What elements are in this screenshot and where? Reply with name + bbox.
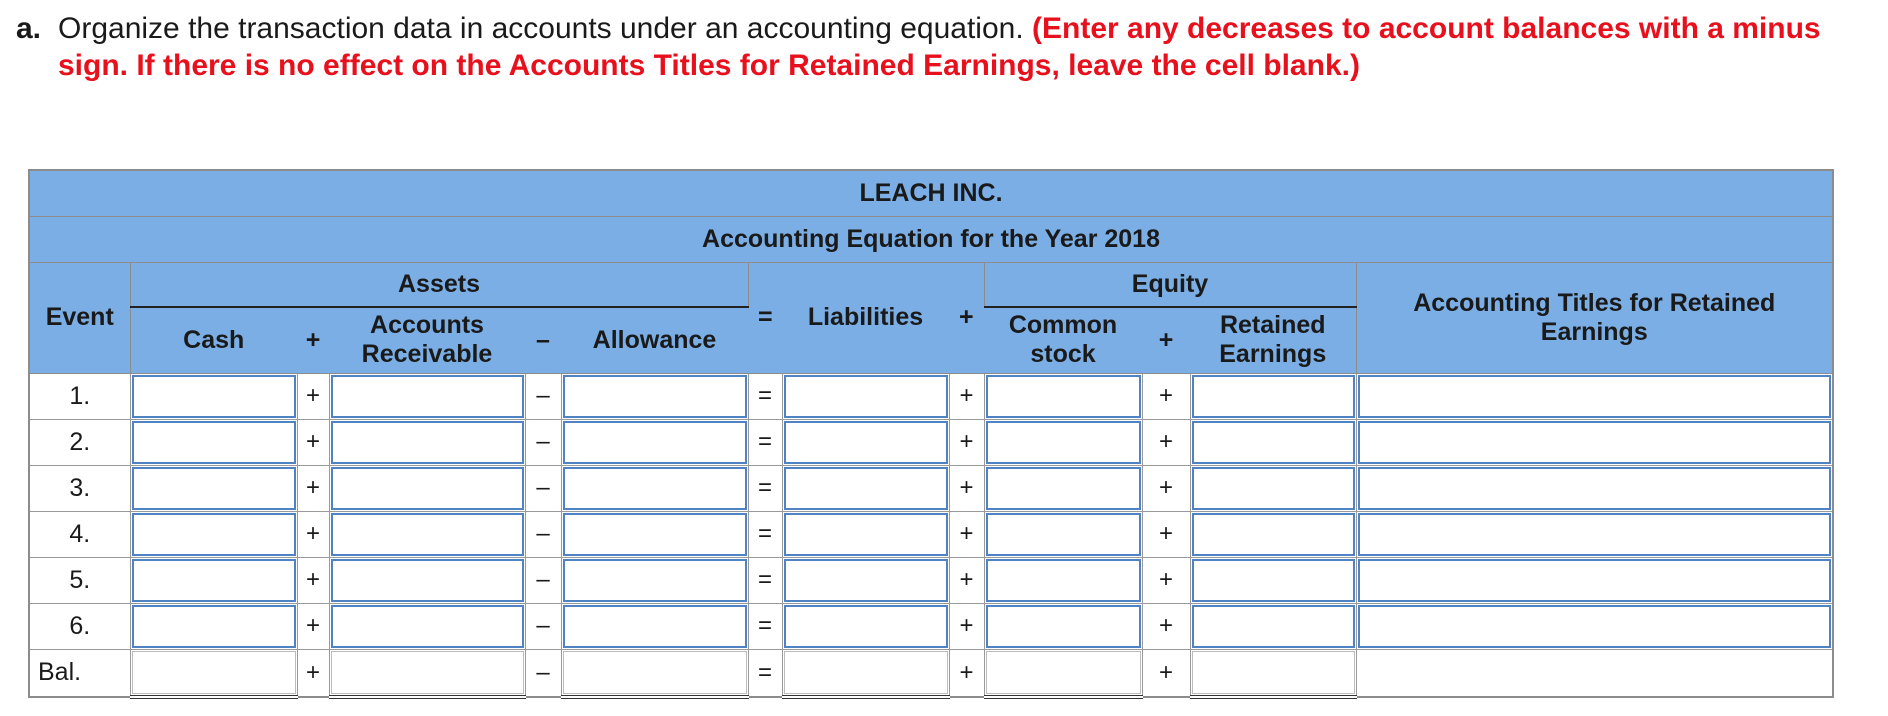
allowance-input[interactable]: [563, 467, 747, 510]
liabilities-input-cell: [782, 465, 949, 511]
accounts-receivable-input-cell: [329, 465, 525, 511]
allowance-input-cell: [561, 511, 748, 557]
common-stock-input[interactable]: [986, 513, 1141, 556]
plus-operator: +: [297, 373, 329, 419]
balance-accounts-receivable-input[interactable]: [331, 651, 524, 694]
cash-input-cell: [130, 465, 297, 511]
balance-cash-input[interactable]: [132, 651, 296, 694]
table-row: [29, 419, 1833, 465]
common-stock-input[interactable]: [986, 467, 1141, 510]
accounts-receivable-input-cell: [329, 419, 525, 465]
plus-operator: +: [949, 465, 984, 511]
retained-earnings-input[interactable]: [1192, 605, 1355, 648]
minus-header: –: [525, 307, 561, 373]
titles-header: Accounting Titles for Retained Earnings: [1356, 262, 1833, 373]
plus-operator: +: [949, 373, 984, 419]
allowance-input[interactable]: [563, 421, 747, 464]
retained-earnings-input[interactable]: [1192, 513, 1355, 556]
event-number: 5.: [29, 557, 130, 603]
account-title-input[interactable]: [1358, 513, 1832, 556]
plus-operator: +: [297, 419, 329, 465]
common-stock-input[interactable]: [986, 421, 1141, 464]
liabilities-input-cell: [782, 603, 949, 649]
balance-liabilities-input-cell: [782, 649, 949, 697]
liabilities-input[interactable]: [784, 375, 948, 418]
plus-operator: +: [949, 649, 984, 697]
cash-input-cell: [130, 603, 297, 649]
retained-earnings-input-cell: [1190, 373, 1356, 419]
account-title-input[interactable]: [1358, 375, 1832, 418]
event-number: 4.: [29, 511, 130, 557]
table-subtitle: Accounting Equation for the Year 2018: [29, 216, 1833, 262]
common-stock-input-cell: [984, 557, 1142, 603]
equals-operator: =: [748, 465, 782, 511]
plus-operator: +: [1142, 465, 1190, 511]
common-stock-input[interactable]: [986, 605, 1141, 648]
plus-operator: +: [1142, 419, 1190, 465]
table-row: [29, 557, 1833, 603]
minus-operator: –: [525, 465, 561, 511]
retained-earnings-input[interactable]: [1192, 467, 1355, 510]
cash-input[interactable]: [132, 513, 296, 556]
liabilities-input-cell: [782, 373, 949, 419]
account-title-input-cell: [1356, 465, 1833, 511]
accounts-receivable-input[interactable]: [331, 605, 524, 648]
account-title-input-cell: [1356, 511, 1833, 557]
retained-earnings-input[interactable]: [1192, 375, 1355, 418]
allowance-input-cell: [561, 419, 748, 465]
event-number: 3.: [29, 465, 130, 511]
account-title-input-cell: [1356, 603, 1833, 649]
balance-liabilities-input[interactable]: [784, 651, 948, 694]
plus-header: +: [1142, 307, 1190, 373]
liabilities-input[interactable]: [784, 513, 948, 556]
equals-operator: =: [748, 511, 782, 557]
cash-input-cell: [130, 373, 297, 419]
allowance-input-cell: [561, 373, 748, 419]
liabilities-input[interactable]: [784, 421, 948, 464]
accounts-receivable-input-cell: [329, 373, 525, 419]
allowance-input[interactable]: [563, 559, 747, 602]
instruction-emphasis-1: (Enter any decreases to account balances with a minus: [1032, 12, 1821, 45]
plus-operator: +: [297, 557, 329, 603]
event-rows: [29, 373, 1833, 697]
allowance-input[interactable]: [563, 605, 747, 648]
allowance-input[interactable]: [563, 513, 747, 556]
cash-input-cell: [130, 511, 297, 557]
accounts-receivable-input-cell: [329, 603, 525, 649]
question-label: a.: [16, 12, 42, 45]
common-stock-input-cell: [984, 465, 1142, 511]
equals-header: =: [748, 262, 782, 373]
cash-input[interactable]: [132, 421, 296, 464]
account-title-input[interactable]: [1358, 559, 1832, 602]
retained-earnings-input-cell: [1190, 511, 1356, 557]
accounts-receivable-input[interactable]: [331, 421, 524, 464]
plus-header: +: [297, 307, 329, 373]
minus-operator: –: [525, 419, 561, 465]
allowance-input[interactable]: [563, 375, 747, 418]
table-row: [29, 373, 1833, 419]
account-title-input-cell: [1356, 557, 1833, 603]
plus-operator: +: [1142, 511, 1190, 557]
balance-retained-earnings-input-cell: [1190, 649, 1356, 697]
common-stock-input-cell: [984, 603, 1142, 649]
allowance-input-cell: [561, 603, 748, 649]
minus-operator: –: [525, 373, 561, 419]
accounts-receivable-input-cell: [329, 557, 525, 603]
liabilities-input[interactable]: [784, 467, 948, 510]
retained-earnings-input[interactable]: [1192, 559, 1355, 602]
equals-operator: =: [748, 649, 782, 697]
plus-operator: +: [949, 557, 984, 603]
allowance-input-cell: [561, 465, 748, 511]
accounting-equation-table: [28, 169, 1834, 699]
common-stock-input[interactable]: [986, 375, 1141, 418]
plus-operator: +: [949, 511, 984, 557]
cash-input-cell: [130, 557, 297, 603]
accounts-receivable-input-cell: [329, 511, 525, 557]
event-number: 2.: [29, 419, 130, 465]
accounts-receivable-input[interactable]: [331, 467, 524, 510]
plus-operator: +: [949, 419, 984, 465]
equity-header: Equity: [984, 262, 1356, 307]
plus-operator: +: [297, 649, 329, 697]
cash-input[interactable]: [132, 375, 296, 418]
balance-row: [29, 649, 1833, 697]
event-number: 6.: [29, 603, 130, 649]
minus-operator: –: [525, 603, 561, 649]
equals-operator: =: [748, 419, 782, 465]
accounts-receivable-header: Accounts Receivable: [329, 307, 525, 373]
account-title-input-cell: [1356, 419, 1833, 465]
retained-earnings-input[interactable]: [1192, 421, 1355, 464]
equals-operator: =: [748, 373, 782, 419]
common-stock-input[interactable]: [986, 559, 1141, 602]
cash-input[interactable]: [132, 605, 296, 648]
plus-operator: +: [297, 511, 329, 557]
balance-common-stock-input[interactable]: [986, 651, 1141, 694]
liabilities-input-cell: [782, 419, 949, 465]
allowance-input-cell: [561, 557, 748, 603]
cash-input[interactable]: [132, 559, 296, 602]
plus-operator: +: [297, 465, 329, 511]
common-stock-input-cell: [984, 419, 1142, 465]
retained-earnings-input-cell: [1190, 557, 1356, 603]
retained-earnings-header: Retained Earnings: [1190, 307, 1356, 373]
table-row: [29, 603, 1833, 649]
retained-earnings-input-cell: [1190, 465, 1356, 511]
common-stock-header: Common stock: [984, 307, 1142, 373]
plus-operator: +: [1142, 603, 1190, 649]
company-name: LEACH INC.: [29, 170, 1833, 216]
liabilities-input[interactable]: [784, 559, 948, 602]
instruction-emphasis-2: sign. If there is no effect on the Accounts Titles for Retained Earnings, leave the cell blank.): [58, 49, 1360, 82]
minus-operator: –: [525, 511, 561, 557]
table-row: [29, 465, 1833, 511]
minus-operator: –: [525, 557, 561, 603]
balance-label: Bal.: [29, 649, 130, 697]
liabilities-header: Liabilities: [782, 262, 949, 373]
account-title-input[interactable]: [1358, 467, 1832, 510]
plus-operator: +: [1142, 649, 1190, 697]
balance-retained-earnings-input[interactable]: [1192, 651, 1355, 694]
equals-operator: =: [748, 603, 782, 649]
plus-operator: +: [297, 603, 329, 649]
event-number: 1.: [29, 373, 130, 419]
event-header: Event: [29, 262, 130, 373]
liabilities-input[interactable]: [784, 605, 948, 648]
assets-header: Assets: [130, 262, 748, 307]
account-title-input[interactable]: [1358, 605, 1832, 648]
balance-cash-input-cell: [130, 649, 297, 697]
common-stock-input-cell: [984, 511, 1142, 557]
plus-operator: +: [1142, 373, 1190, 419]
common-stock-input-cell: [984, 373, 1142, 419]
equals-operator: =: [748, 557, 782, 603]
plus-operator: +: [1142, 557, 1190, 603]
balance-accounts-receivable-input-cell: [329, 649, 525, 697]
balance-common-stock-input-cell: [984, 649, 1142, 697]
instruction-text: [16, 10, 1878, 84]
allowance-header: Allowance: [561, 307, 748, 373]
cash-input[interactable]: [132, 467, 296, 510]
accounts-receivable-input[interactable]: [331, 375, 524, 418]
liabilities-input-cell: [782, 557, 949, 603]
balance-allowance-input[interactable]: [563, 651, 747, 694]
liabilities-input-cell: [782, 511, 949, 557]
table-row: [29, 511, 1833, 557]
retained-earnings-input-cell: [1190, 419, 1356, 465]
cash-input-cell: [130, 419, 297, 465]
accounts-receivable-input[interactable]: [331, 513, 524, 556]
balance-allowance-input-cell: [561, 649, 748, 697]
account-title-input-cell: [1356, 373, 1833, 419]
accounts-receivable-input[interactable]: [331, 559, 524, 602]
instruction-main: Organize the transaction data in accounts under an accounting equation.: [58, 12, 1024, 45]
minus-operator: –: [525, 649, 561, 697]
plus-header: +: [949, 262, 984, 373]
account-title-input[interactable]: [1358, 421, 1832, 464]
balance-titles-blank: [1356, 649, 1833, 697]
retained-earnings-input-cell: [1190, 603, 1356, 649]
cash-header: Cash: [130, 307, 297, 373]
plus-operator: +: [949, 603, 984, 649]
